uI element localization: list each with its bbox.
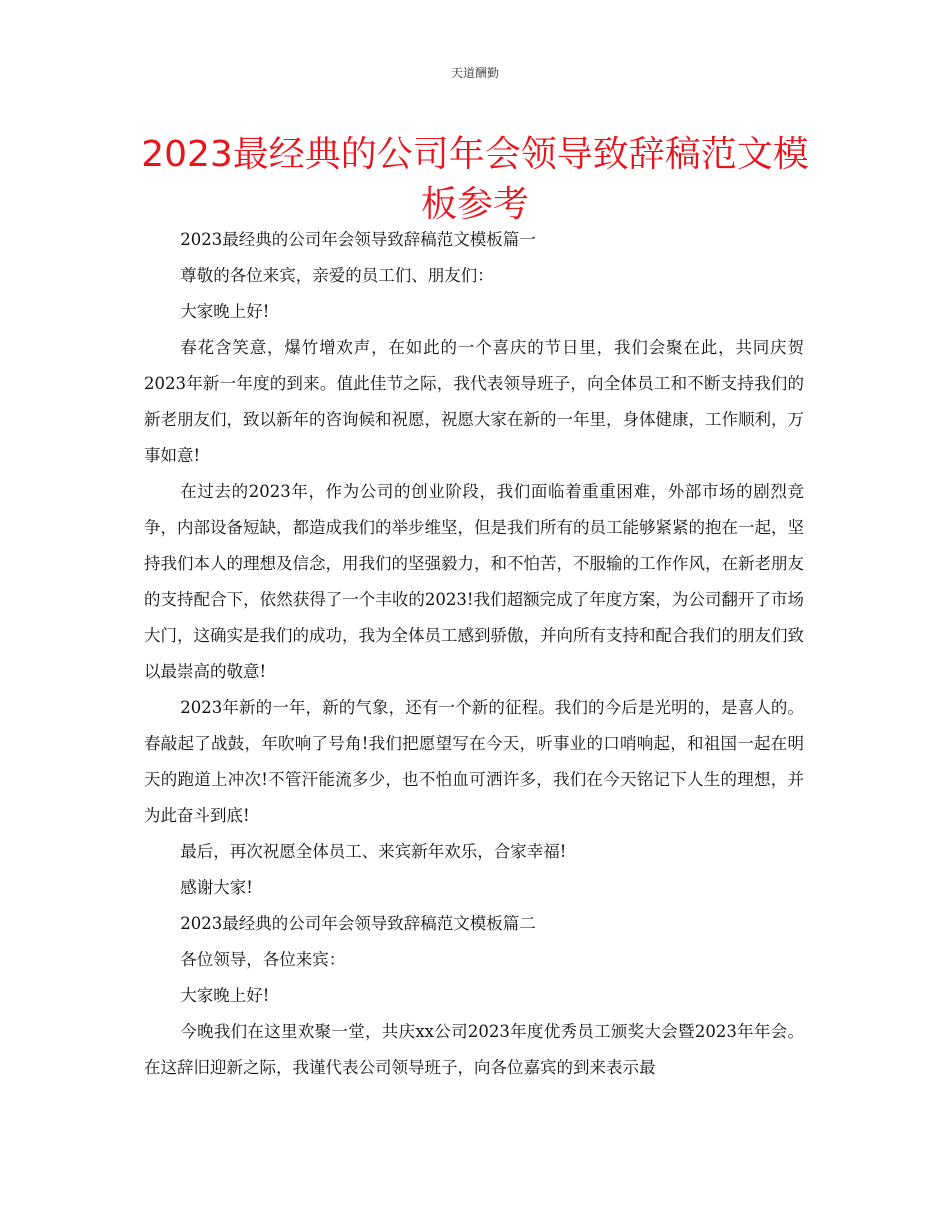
- paragraph: 今晚我们在这里欢聚一堂，共庆xx公司2023年度优秀员工颁奖大会暨2023年年会。在这辞旧迎新之际，我谨代表公司领导班子，向各位嘉宾的到来表示最: [144, 1022, 804, 1077]
- document-body: [144, 222, 804, 1086]
- document-title: 2023最经典的公司年会领导致辞稿范文模板参考: [141, 134, 809, 225]
- paragraph: 春花含笑意，爆竹增欢声，在如此的一个喜庆的节日里，我们会聚在此，共同庆贺2023年新一年度的到来。值此佳节之际，我代表领导班子，向全体员工和不断支持我们的新老朋友们，致以新年的咨询候和祝愿，祝愿大家在新的一年里，身体健康，工作顺利，万事如意!: [144, 338, 804, 465]
- thanks: 感谢大家!: [180, 878, 253, 897]
- section-heading-2: 2023最经典的公司年会领导致辞稿范文模板篇二: [180, 914, 536, 933]
- greeting-1: 大家晚上好!: [180, 302, 270, 321]
- salutation-1: 尊敬的各位来宾，亲爱的员工们、朋友们：: [180, 266, 494, 285]
- paragraph: 在过去的2023年，作为公司的创业阶段，我们面临着重重困难，外部市场的剧烈竞争，内部设备短缺，都造成我们的举步维坚，但是我们所有的员工能够紧紧的抱在一起，坚持我们本人的理想及信念，用我们的坚强毅力，和不怕苦，不服输的工作作风，在新老朋友的支持配合下，依然获得了一个丰收的2023!我们超额完成了年度方案，为公司翻开了市场大门，这确实是我们的成功，我为全体员工感到骄傲，并向所有支持和配合我们的朋友们致以最崇高的敬意!: [144, 482, 804, 681]
- header-mark: 天道酬勤: [450, 66, 499, 80]
- closing-wish: 最后，再次祝愿全体员工、来宾新年欢乐，合家幸福!: [180, 842, 567, 861]
- paragraph: 2023年新的一年，新的气象，还有一个新的征程。我们的今后是光明的，是喜人的。春敲起了战鼓，年吹响了号角!我们把愿望写在今天，听事业的口哨响起，和祖国一起在明天的跑道上冲次!不管汗能流多少，也不怕血可洒许多，我们在今天铭记下人生的理想，并为此奋斗到底!: [144, 698, 804, 825]
- section-heading-1: 2023最经典的公司年会领导致辞稿范文模板篇一: [180, 230, 536, 249]
- greeting-2: 大家晚上好!: [180, 986, 270, 1005]
- salutation-2: 各位领导，各位来宾：: [180, 950, 346, 969]
